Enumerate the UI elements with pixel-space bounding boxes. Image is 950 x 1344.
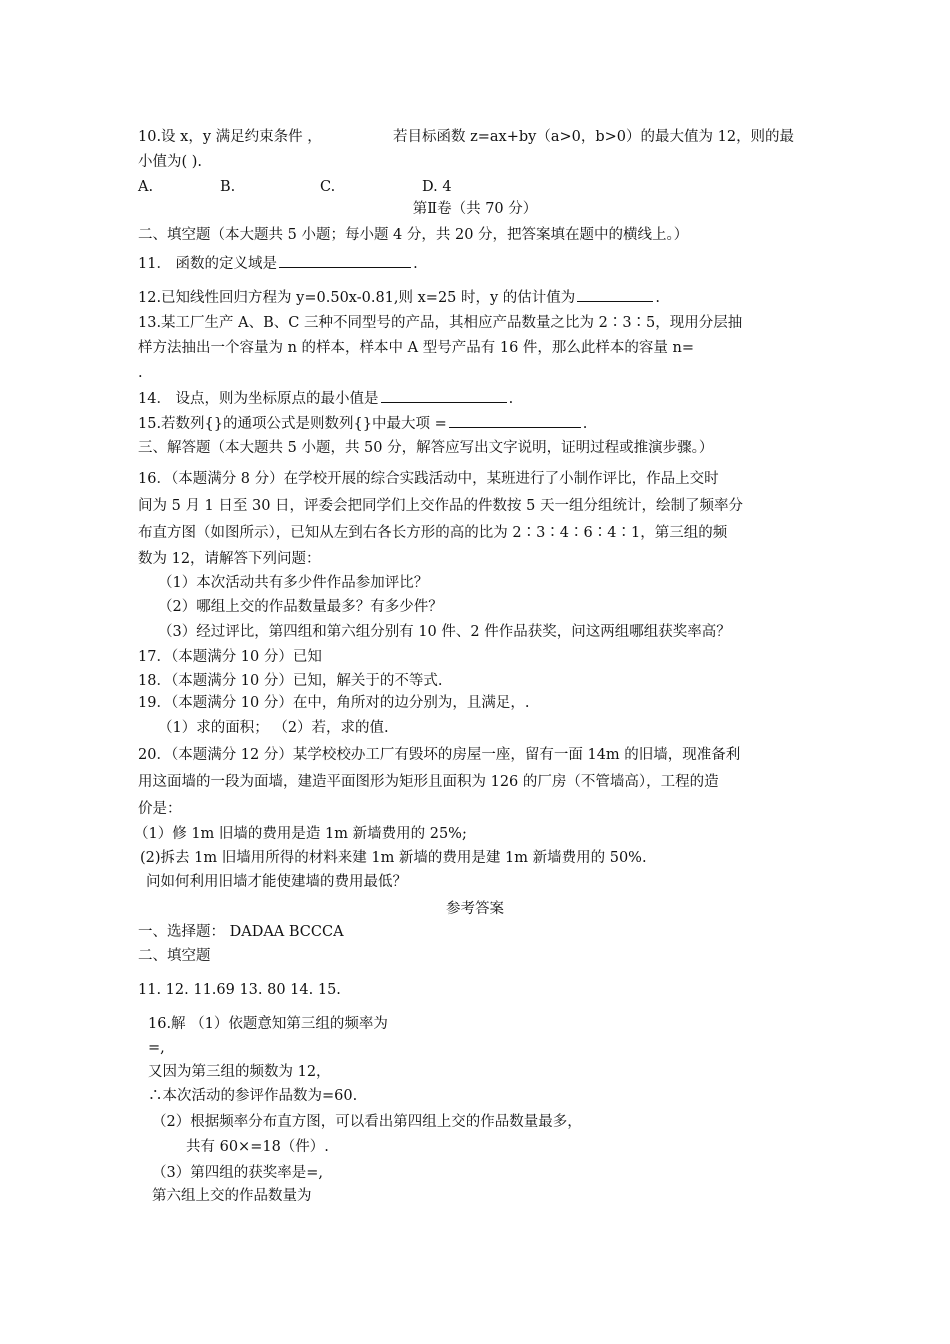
q18: 18．（本题满分 10 分）已知，解关于的不等式. xyxy=(138,673,443,689)
sol16-line6: 共有 60×=18（件）. xyxy=(186,1139,329,1155)
q13-line1: 13.某工厂生产 A、B、C 三种不同型号的产品，其相应产品数量之比为 2∶3∶5，现用分层抽 xyxy=(138,315,743,331)
q12-text: 12.已知线性回归方程为 y=0.50x-0.81,则 x=25 时，y 的估计值为 xyxy=(138,290,576,306)
q14-text: 14． 设点，则为坐标原点的最小值是 xyxy=(138,391,379,407)
q10-line1-left: 10.设 x，y 满足约束条件 ， xyxy=(138,129,322,145)
sol16-line1: 16.解 （1）依题意知第三组的频率为 xyxy=(148,1016,388,1032)
answers-fill-line: 11. 12. 11.69 13. 80 14. 15. xyxy=(138,982,341,998)
q13-line3: . xyxy=(138,365,143,381)
q16-line4: 数为 12，请解答下列问题： xyxy=(138,551,321,567)
part2-title: 第Ⅱ卷（共 70 分） xyxy=(412,201,538,217)
q15-end: . xyxy=(582,416,588,432)
q19-line1: 19．（本题满分 10 分）在中，角所对的边分别为，且满足，. xyxy=(138,695,530,711)
q11-end: . xyxy=(413,256,418,272)
q16-sub2: （2）哪组上交的作品数量最多？有多少件？ xyxy=(158,599,443,615)
sol16-line8: 第六组上交的作品数量为 xyxy=(152,1188,312,1204)
q10-line1 xyxy=(138,126,818,148)
q17: 17．（本题满分 10 分）已知 xyxy=(138,649,322,665)
answers-title: 参考答案 xyxy=(446,901,504,917)
q12 xyxy=(138,287,818,309)
q19-sub: （1）求的面积； （2）若，求的值. xyxy=(158,720,389,736)
sol16-line4: ∴本次活动的参评作品数为=60. xyxy=(148,1088,358,1104)
q14 xyxy=(138,388,818,410)
q16-sub1: （1）本次活动共有多少件作品参加评比？ xyxy=(158,575,429,591)
q16-line2: 间为 5 月 1 日至 30 日，评委会把同学们上交作品的件数按 5 天一组分组统计，绘制了频率分 xyxy=(138,498,743,514)
q10-line2: 小值为( ). xyxy=(138,154,203,170)
q10-option-a: A. xyxy=(138,179,154,195)
q10-line1-right: 若目标函数 z=ax+by（a>0，b>0）的最大值为 12，则的最 xyxy=(392,129,795,145)
sol16-line7: （3）第四组的获奖率是=, xyxy=(152,1165,323,1181)
q16-sub3: （3）经过评比，第四组和第六组分别有 10 件、2 件作品获奖，问这两组哪组获奖率高？ xyxy=(158,624,731,640)
answer-blank xyxy=(381,388,507,403)
answer-blank xyxy=(449,413,581,428)
q20-sub2: (2)拆去 1m 旧墙用所得的材料来建 1m 新墙的费用是建 1m 新墙费用的 50%. xyxy=(140,850,647,866)
sol16-line5: （2）根据频率分布直方图，可以看出第四组上交的作品数量最多， xyxy=(152,1114,582,1130)
answers-fill-header: 二、填空题 xyxy=(138,948,211,964)
q15 xyxy=(138,413,818,435)
q14-end: . xyxy=(508,391,514,407)
q10-option-d: D. 4 xyxy=(422,179,452,195)
q10-option-b: B. xyxy=(220,179,236,195)
sol16-line3: 又因为第三组的频数为 12， xyxy=(148,1064,331,1080)
q15-text: 15.若数列{}的通项公式是则数列{}中最大项 = xyxy=(138,416,447,432)
solve-section-header: 三、解答题（本大题共 5 小题，共 50 分，解答应写出文字说明，证明过程或推演步骤。） xyxy=(138,440,714,456)
q10-option-c: C. xyxy=(320,179,336,195)
q12-end: . xyxy=(655,290,660,306)
answer-blank xyxy=(279,253,411,268)
fill-section-header: 二、填空题（本大题共 5 小题；每小题 4 分，共 20 分，把答案填在题中的横线上。） xyxy=(138,227,689,243)
q16-line1: 16．（本题满分 8 分）在学校开展的综合实践活动中，某班进行了小制作评比，作品上交时 xyxy=(138,471,719,487)
answer-blank xyxy=(577,287,653,302)
q20-line2: 用这面墙的一段为面墙，建造平面图形为矩形且面积为 126 的厂房（不管墙高），工程的造 xyxy=(138,774,719,790)
q11 xyxy=(138,253,818,275)
q20-sub3: 问如何利用旧墙才能使建墙的费用最低？ xyxy=(146,874,407,890)
q13-line2: 样方法抽出一个容量为 n 的样本，样本中 A 型号产品有 16 件，那么此样本的容量 n= xyxy=(138,340,695,356)
q20-sub1: （1）修 1m 旧墙的费用是造 1m 新墙费用的 25%; xyxy=(134,826,467,842)
q20-line3: 价是： xyxy=(138,801,182,817)
q20-line1: 20．（本题满分 12 分）某学校校办工厂有毁坏的房屋一座，留有一面 14m 的旧墙，现准备利 xyxy=(138,747,741,763)
q11-text: 11． 函数的定义域是 xyxy=(138,256,278,272)
sol16-line2: =, xyxy=(148,1040,165,1056)
q16-line3: 布直方图（如图所示），已知从左到右各长方形的高的比为 2∶3∶4∶6∶4∶1，第三组的频 xyxy=(138,525,728,541)
answers-choice: 一、选择题： DADAA BCCCA xyxy=(138,924,344,940)
